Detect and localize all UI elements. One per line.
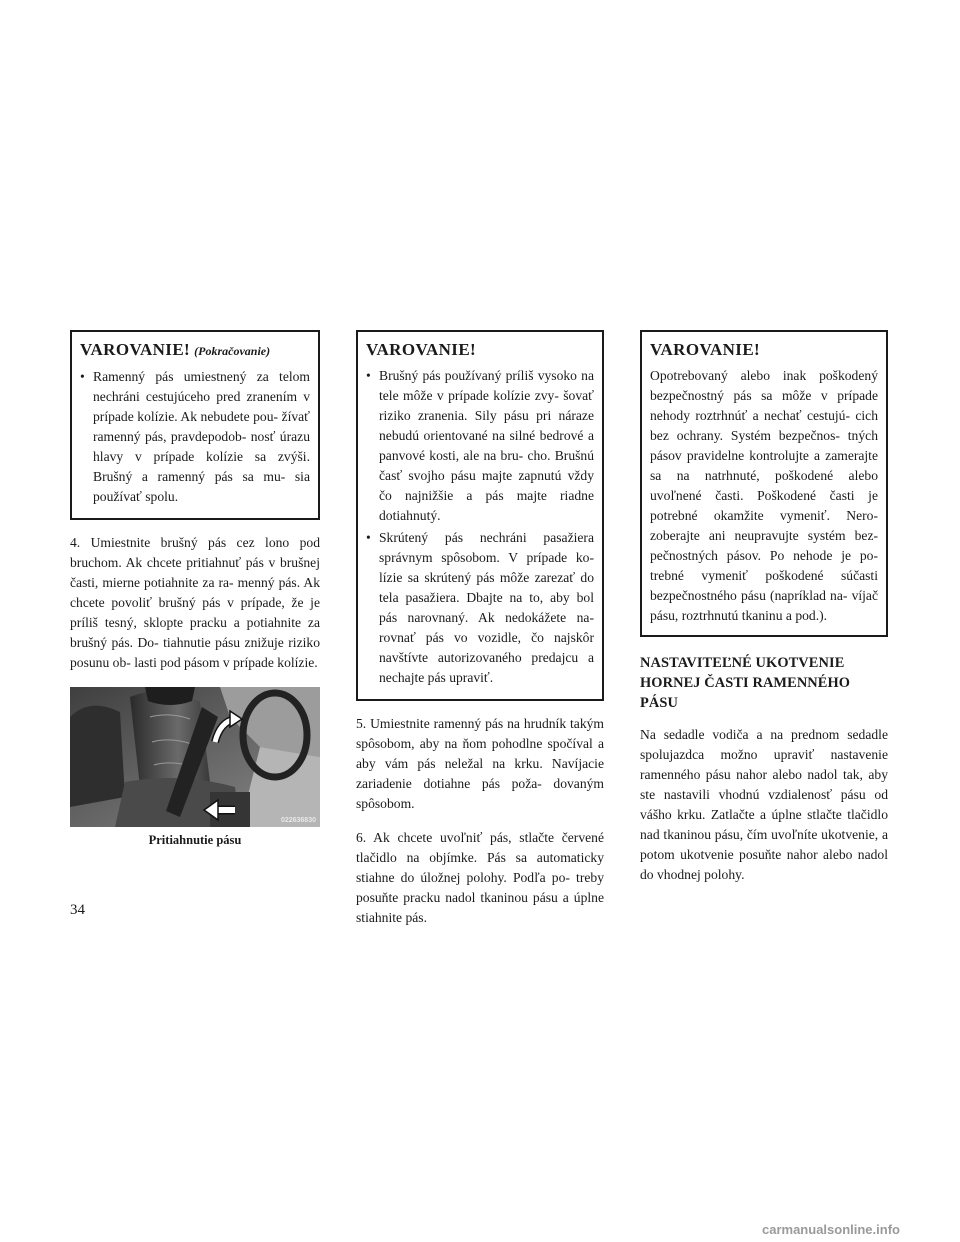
warning-list-item: • Ramenný pás umiestnený za telom nechráni cestujúceho pred zranením v prípade kolízie. Ak nebudete pou- žívať ramenný pás, pravdepodob- nosť úrazu hlavy v prípade kolízie sa zvýši. Brušný a ramenný pás sa mu- sia používať spolu. (80, 369, 310, 504)
warning-continuation-label: (Pokračovanie) (194, 344, 271, 358)
warning-list (80, 367, 310, 507)
seatbelt-figure (70, 687, 320, 827)
warning-title-text: VAROVANIE! (80, 340, 191, 359)
figure-code: 022636830 (280, 817, 316, 824)
step-6-paragraph: 6. Ak chcete uvoľniť pás, stlačte červené tlačidlo na objímke. Pás sa automaticky stiahne do úložnej polohy. Podľa po- treby posuňte pracku nadol tkaninou pásu a úplne stiahnite pás. (356, 830, 604, 925)
warning-title: VAROVANIE! (366, 340, 477, 359)
warning-box (640, 330, 888, 637)
column-right (640, 330, 888, 899)
step-4-paragraph: 4. Umiestnite brušný pás cez lono pod bruchom. Ak chcete pritiahnuť pás v brušnej časti, mierne potiahnite za ra- menný pás. Ak chcete povoliť brušný pás v prípade, že je príliš tesný, sklopte pracku a potiahnite za brušný pás. Do- tiahnutie pásu znižuje riziko posunu ob- lasti pod pásom v prípade kolízie. (70, 535, 320, 670)
bullet-icon: • (366, 368, 371, 383)
warning-text: Opotrebovaný alebo inak poškodený bezpečnostný pás sa môže v prípade nehody roztrhnúť a nechať cestujú- cich bez ochrany. Systém bezpečnos- tných pásov pravidelne kontrolujte a zamerajte sa na natrhnuté, poškodené alebo uvoľnené časti. Poškodené časti je potrebné okamžite vymeniť. Nero- zoberajte ani neupravujte systém bez- pečnostných pásov. Po nehode je po- trebné vymeniť poškodené súčasti bezpečnostného pásu (napríklad na- víjač pásu, roztrhnutú tkaninu a pod.). (650, 368, 878, 623)
warning-box-continued (70, 330, 320, 520)
warning-list-item: • Skrútený pás nechráni pasažiera správnym spôsobom. V prípade ko- lízie sa skrútený pás môže zarezať do tela pasažiera. Dbajte na to, aby bol pás narovnaný. Ak nedokážete na- rovnať pás vo vozidle, čo najskôr navštívte autorizovaného predajcu a nechajte pás upraviť. (366, 530, 594, 685)
section-paragraph: Na sedadle vodiča a na prednom sedadle spolujazdca možno upraviť nastavenie ramenného pásu nahor alebo nadol tak, aby ste nastavili vhodnú vzdialenosť pásu od vášho krku. Zatlačte a úplne stlačte tlačidlo nad tkaninou pásu, čím uvoľníte ukotvenie, a potom ukotvenie posuňte nahor alebo nadol do vhodnej polohy. (640, 727, 888, 882)
watermark: carmanualsonline.info (762, 1222, 900, 1237)
warning-box (356, 330, 604, 701)
column-middle (356, 330, 604, 942)
warning-list-item: • Brušný pás používaný príliš vysoko na tele môže v prípade kolízie zvy- šovať riziko zranenia. Sily pásu pri náraze nebudú orientované na silné bedrové a panvové kosti, ale na bru- cho. Brušnú časť svojho pásu majte zapnutú vždy čo najnižšie a pás majte riadne dotiahnutý. (366, 368, 594, 523)
page-number: 34 (70, 902, 85, 918)
warning-list (366, 366, 594, 688)
seatbelt-illustration (70, 687, 320, 827)
bullet-icon: • (366, 530, 371, 545)
step-5-paragraph: 5. Umiestnite ramenný pás na hrudník takým spôsobom, aby na ňom pohodlne spočíval a aby vám pás neležal na krku. Navíjacie zariadenie dotiahne pás poža- dovaným spôsobom. (356, 716, 604, 811)
section-heading: NASTAVITEĽNÉ UKOTVENIE HORNEJ ČASTI RAMENNÉHO PÁSU (640, 655, 851, 711)
warning-title (80, 340, 310, 361)
bullet-icon: • (80, 369, 85, 384)
column-left (70, 330, 320, 848)
figure-caption: Pritiahnutie pásu (148, 833, 242, 847)
warning-title: VAROVANIE! (650, 340, 761, 359)
